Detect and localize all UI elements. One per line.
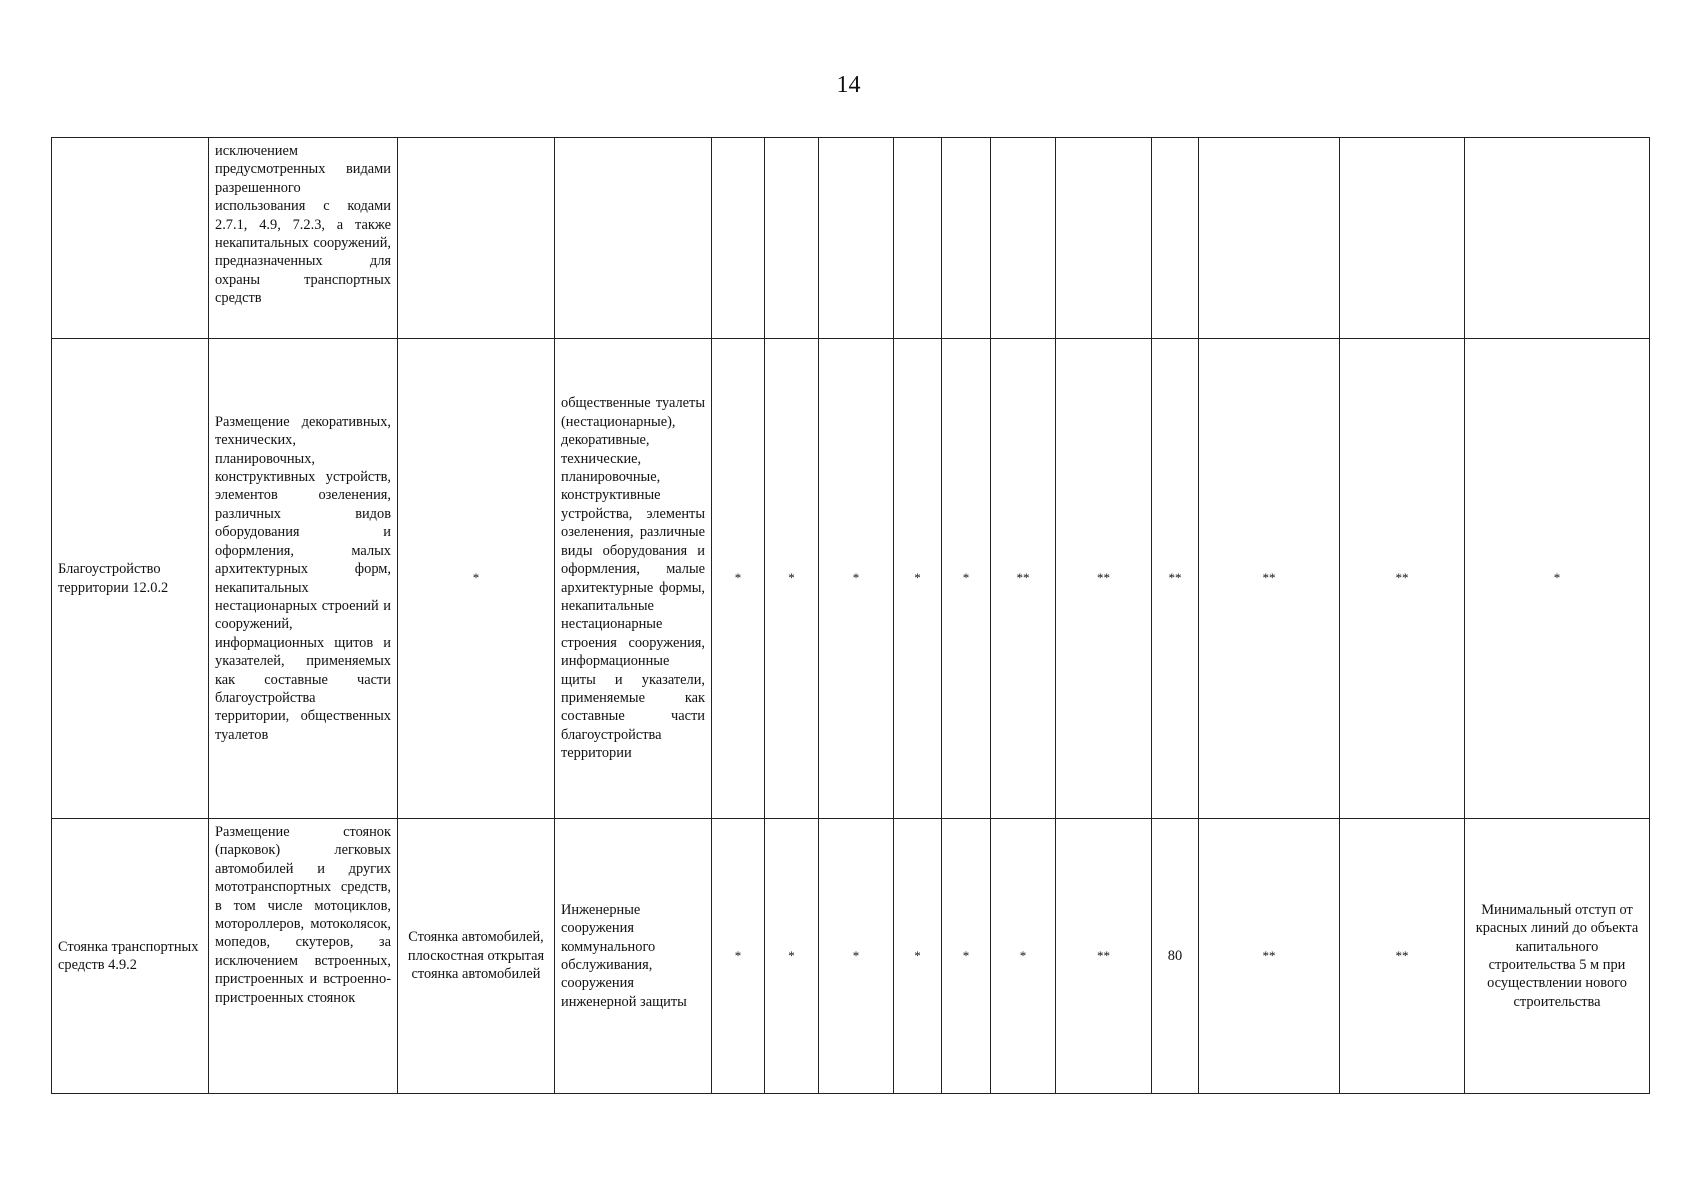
table-row xyxy=(52,819,1650,1094)
regulations-table xyxy=(51,137,1650,1094)
value-cell: ** xyxy=(1152,339,1199,819)
use-description-cell: исключением предусмотренных видами разрешенного использования с кодами 2.7.1, 4.9, 7.2.3, а также некапитальных сооружений, предназначенных для охраны транспортных средств xyxy=(209,138,398,339)
value-cell: * xyxy=(894,819,942,1094)
main-object-cell: * xyxy=(398,339,555,819)
value-cell: * xyxy=(991,819,1056,1094)
page-number: 14 xyxy=(836,72,861,98)
use-name-cell: Стоянка транспортных средств 4.9.2 xyxy=(52,819,209,1094)
note-cell xyxy=(1465,138,1650,339)
table-row xyxy=(52,339,1650,819)
value-cell xyxy=(712,138,765,339)
value-cell: * xyxy=(712,819,765,1094)
value-cell xyxy=(819,138,894,339)
main-object-cell xyxy=(398,138,555,339)
value-cell xyxy=(991,138,1056,339)
auxiliary-objects-cell: общественные туалеты (нестационарные), декоративные, технические, планировочные, конструктивные устройства, элементы озеленения, различные виды оборудования и оформления, малые архитектурные формы, некапитальные нестационарные строения сооружения, информационные щиты и указатели, применяемые как составные части благоустройства территории xyxy=(555,339,712,819)
value-cell xyxy=(1340,138,1465,339)
auxiliary-objects-cell: Инженерные сооружения коммунального обслуживания, сооружения инженерной защиты xyxy=(555,819,712,1094)
value-cell: * xyxy=(712,339,765,819)
value-cell xyxy=(1152,138,1199,339)
value-cell xyxy=(894,138,942,339)
value-cell: ** xyxy=(1199,819,1340,1094)
main-object-cell: Стоянка автомобилей, плоскостная открытая стоянка автомобилей xyxy=(398,819,555,1094)
value-cell: * xyxy=(819,339,894,819)
value-cell: ** xyxy=(1056,819,1152,1094)
value-cell: ** xyxy=(1340,339,1465,819)
value-cell xyxy=(942,138,991,339)
value-cell: * xyxy=(765,339,819,819)
value-cell: 80 xyxy=(1152,819,1199,1094)
value-cell: ** xyxy=(1199,339,1340,819)
value-cell: ** xyxy=(1340,819,1465,1094)
value-cell: * xyxy=(819,819,894,1094)
value-cell xyxy=(765,138,819,339)
value-cell: ** xyxy=(991,339,1056,819)
value-cell: * xyxy=(765,819,819,1094)
value-cell: * xyxy=(894,339,942,819)
note-cell: Минимальный отступ от красных линий до объекта капитального строительства 5 м при осуществлении нового строительства xyxy=(1465,819,1650,1094)
use-name-cell: Благоустройство территории 12.0.2 xyxy=(52,339,209,819)
value-cell: * xyxy=(942,819,991,1094)
value-cell xyxy=(1056,138,1152,339)
value-cell: * xyxy=(942,339,991,819)
value-cell: ** xyxy=(1056,339,1152,819)
use-description-cell: Размещение декоративных, технических, планировочных, конструктивных устройств, элементов озеленения, различных видов оборудования и оформления, малых архитектурных форм, некапитальных нестационарных строений и сооружений, информационных щитов и указателей, применяемых как составные части благоустройства территории, общественных туалетов xyxy=(209,339,398,819)
table-row xyxy=(52,138,1650,339)
auxiliary-objects-cell xyxy=(555,138,712,339)
use-name-cell xyxy=(52,138,209,339)
use-description-cell: Размещение стоянок (парковок) легковых автомобилей и других мототранспортных средств, в том числе мотоциклов, мотороллеров, мотоколясок, мопедов, скутеров, за исключением встроенных, пристроенных и встроенно-пристроенных стоянок xyxy=(209,819,398,1094)
note-cell: * xyxy=(1465,339,1650,819)
value-cell xyxy=(1199,138,1340,339)
